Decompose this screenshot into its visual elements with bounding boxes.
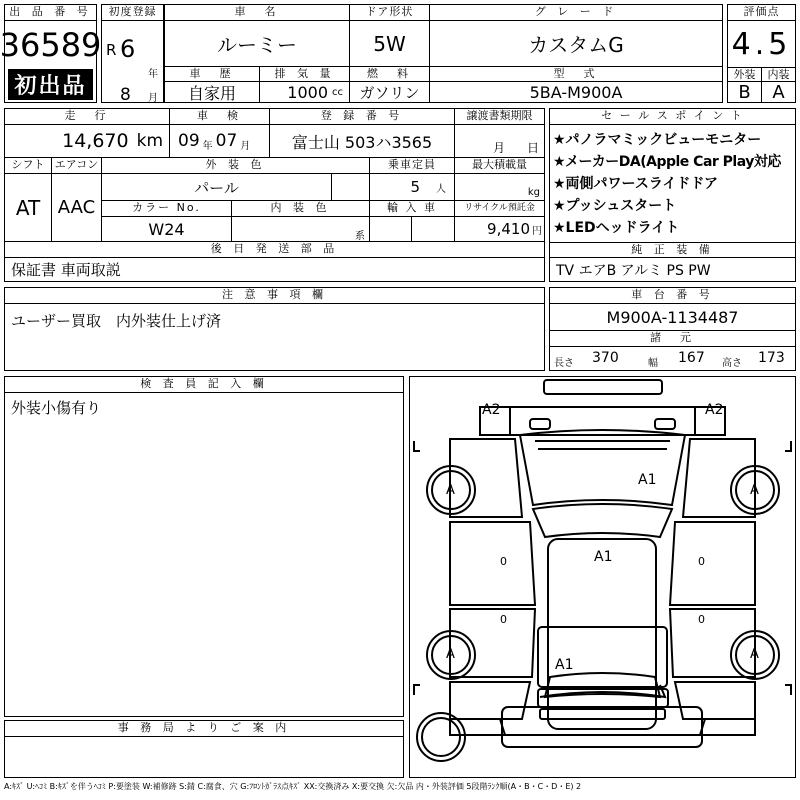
mark-a1-hood: A1 xyxy=(638,472,657,488)
height-value: 173 xyxy=(758,350,785,366)
legend: A:ｷｽﾞ U:ﾍｺﾐ B:ｷｽﾞを伴うﾍｺﾐ P:要塗装 W:補修跡 S:錆 C:腐食、穴 G:ﾌﾛﾝﾄｶﾞﾗｽ点ｷｽﾞ XX:交換済み X:要交換 欠:欠品 内・外装評価 5段階ﾗﾝｸ順(A・B・C・D・E) 2 xyxy=(4,782,582,791)
ext-color-label: 外 装 色 xyxy=(102,158,370,174)
max-load-unit: kg xyxy=(527,187,540,198)
transfer-day-unit: 日 xyxy=(527,141,540,155)
chassis-number: M900A-1134487 xyxy=(550,304,795,331)
later-parts-label: 後 日 発 送 部 品 xyxy=(5,242,544,258)
score-value: 4.5 xyxy=(731,26,792,62)
inspector-box xyxy=(4,376,404,717)
recycle-value: 9,410 xyxy=(487,220,530,238)
mileage-unit: km xyxy=(136,131,163,151)
reg-month: 8 xyxy=(120,85,131,105)
length-value: 370 xyxy=(592,350,619,366)
car-name: ルーミー xyxy=(165,21,350,67)
insp-month-unit: 月 xyxy=(240,140,251,152)
capacity-label: 乗車定員 xyxy=(370,158,455,174)
office-label: 事 務 局 よ り ご 案 内 xyxy=(5,721,403,737)
shift-value: AT xyxy=(5,174,52,242)
inspector-label: 検 査 員 記 入 欄 xyxy=(5,377,403,393)
insp-month: 07 xyxy=(215,131,238,151)
car-name-label: 車 名 xyxy=(165,5,350,21)
year-unit: 年 xyxy=(148,69,158,80)
vehicle-details xyxy=(4,108,545,282)
door-label: ドア形状 xyxy=(350,5,430,21)
displacement xyxy=(260,82,350,102)
displacement-label: 排 気 量 xyxy=(260,67,350,82)
chassis-box xyxy=(549,287,796,371)
mark-tire-rr: A xyxy=(750,647,759,662)
width-value: 167 xyxy=(678,350,705,366)
grade-label: グ レ ー ド xyxy=(430,5,722,21)
import-label: 輸 入 車 xyxy=(370,201,455,217)
inspector-text: 外装小傷有り xyxy=(11,399,102,417)
first-registration xyxy=(101,4,164,103)
ac-label: エアコン xyxy=(52,158,102,174)
sales-point-4: ★プッシュスタート xyxy=(553,198,677,214)
grade: カスタムG xyxy=(430,21,722,67)
history-label: 車 歴 xyxy=(165,67,260,82)
fuel-label: 燃 料 xyxy=(350,67,430,82)
int-color-label: 内 装 色 xyxy=(232,201,370,217)
capacity xyxy=(370,174,455,201)
mark-a2-right: A2 xyxy=(705,402,724,418)
height-label: 高さ xyxy=(722,358,742,369)
notes-text: ユーザー買取 内外装仕上げ済 xyxy=(11,312,222,330)
interior-label: 内装 xyxy=(762,67,795,82)
score-box xyxy=(727,4,796,103)
ac-value: AAC xyxy=(52,174,102,242)
length-label: 長さ xyxy=(554,358,574,369)
history: 自家用 xyxy=(165,82,260,102)
int-color-unit: 系 xyxy=(355,231,365,242)
lot-label: 出 品 番 号 xyxy=(5,5,96,21)
mileage-value: 14,670 xyxy=(62,130,129,152)
mark-tire-fr: A xyxy=(750,483,759,498)
mileage xyxy=(5,125,170,158)
sales-point-3: ★両側パワースライドドア xyxy=(553,176,719,192)
transfer-month-unit: 月 xyxy=(493,141,506,155)
equip-label: 純 正 装 備 xyxy=(550,242,795,258)
color-no-label: カラー No. xyxy=(102,201,232,217)
model-code: 5BA-M900A xyxy=(529,82,623,102)
recycle-unit: 円 xyxy=(532,225,542,237)
int-color xyxy=(232,217,370,242)
width-label: 幅 xyxy=(648,358,658,369)
mark-zero-2: 0 xyxy=(698,555,705,568)
equipment: TV エアB アルミ PS PW xyxy=(556,262,711,279)
sales-point-5: ★LEDヘッドライト xyxy=(553,220,680,236)
first-reg-label: 初度登録 xyxy=(102,5,163,21)
transfer-deadline xyxy=(455,125,544,158)
mark-a2-left: A2 xyxy=(482,402,501,418)
exterior-grade: B xyxy=(728,82,762,102)
mark-tire-fl: A xyxy=(446,483,455,498)
notes-label: 注 意 事 項 欄 xyxy=(5,288,544,304)
car-body-outline xyxy=(410,377,795,777)
reg-year: 6 xyxy=(120,35,136,63)
door-type: 5W xyxy=(350,21,430,67)
exterior-label: 外装 xyxy=(728,67,762,82)
first-listing-badge: 初出品 xyxy=(8,69,93,100)
max-load xyxy=(455,174,544,201)
office-box xyxy=(4,720,404,778)
mark-tire-rl: A xyxy=(446,647,455,662)
lot-number: 36589 xyxy=(0,26,102,64)
displacement-unit: cc xyxy=(332,86,343,98)
mark-a1-roof: A1 xyxy=(594,549,613,565)
max-load-label: 最大積載量 xyxy=(455,158,544,174)
dims-label: 諸 元 xyxy=(550,331,795,347)
mileage-label: 走 行 xyxy=(5,109,170,125)
recycle-label: リサイクル預託金 xyxy=(455,201,544,217)
lot-box xyxy=(0,4,102,103)
recycle-fee xyxy=(455,217,544,242)
inspection-date xyxy=(170,125,270,158)
mark-zero-4: 0 xyxy=(698,613,705,626)
plate-label: 登 録 番 号 xyxy=(270,109,455,125)
ext-color-extra xyxy=(332,174,370,201)
car-diagram xyxy=(409,376,796,778)
insp-year: 09 xyxy=(178,131,200,151)
ext-color: パール xyxy=(102,174,332,201)
chassis-label: 車 台 番 号 xyxy=(550,288,795,304)
import-a xyxy=(370,217,412,242)
model-label: 型 式 xyxy=(430,67,722,82)
notes-box xyxy=(4,287,545,371)
plate-number: 富士山 503ハ3565 xyxy=(270,125,455,158)
capacity-unit: 人 xyxy=(436,183,446,195)
spec-grid xyxy=(164,4,723,103)
transfer-label: 譲渡書類期限 xyxy=(455,109,544,125)
inspection-label: 車 検 xyxy=(170,109,270,125)
interior-grade: A xyxy=(772,81,785,103)
sales-point-2: ★メーカーDA(Apple Car Play対応 xyxy=(553,154,781,170)
mark-a1-rear: A1 xyxy=(555,657,574,673)
sales-points xyxy=(549,108,796,282)
fuel: ガソリン xyxy=(350,82,430,102)
color-no: W24 xyxy=(102,217,232,242)
insp-year-unit: 年 xyxy=(202,140,213,152)
score-label: 評価点 xyxy=(728,5,795,21)
sales-label: セ ー ル ス ポ イ ン ト xyxy=(550,109,795,125)
capacity-value: 5 xyxy=(410,178,420,196)
sales-point-1: ★パノラマミックビューモニター xyxy=(553,132,762,148)
later-parts: 保証書 車両取説 xyxy=(11,261,121,279)
displacement-value: 1000 xyxy=(287,82,328,102)
mark-zero-1: 0 xyxy=(500,555,507,568)
import-b xyxy=(412,217,455,242)
mark-zero-3: 0 xyxy=(500,613,507,626)
shift-label: シフト xyxy=(5,158,52,174)
month-unit: 月 xyxy=(148,93,158,104)
era: R xyxy=(106,41,117,59)
